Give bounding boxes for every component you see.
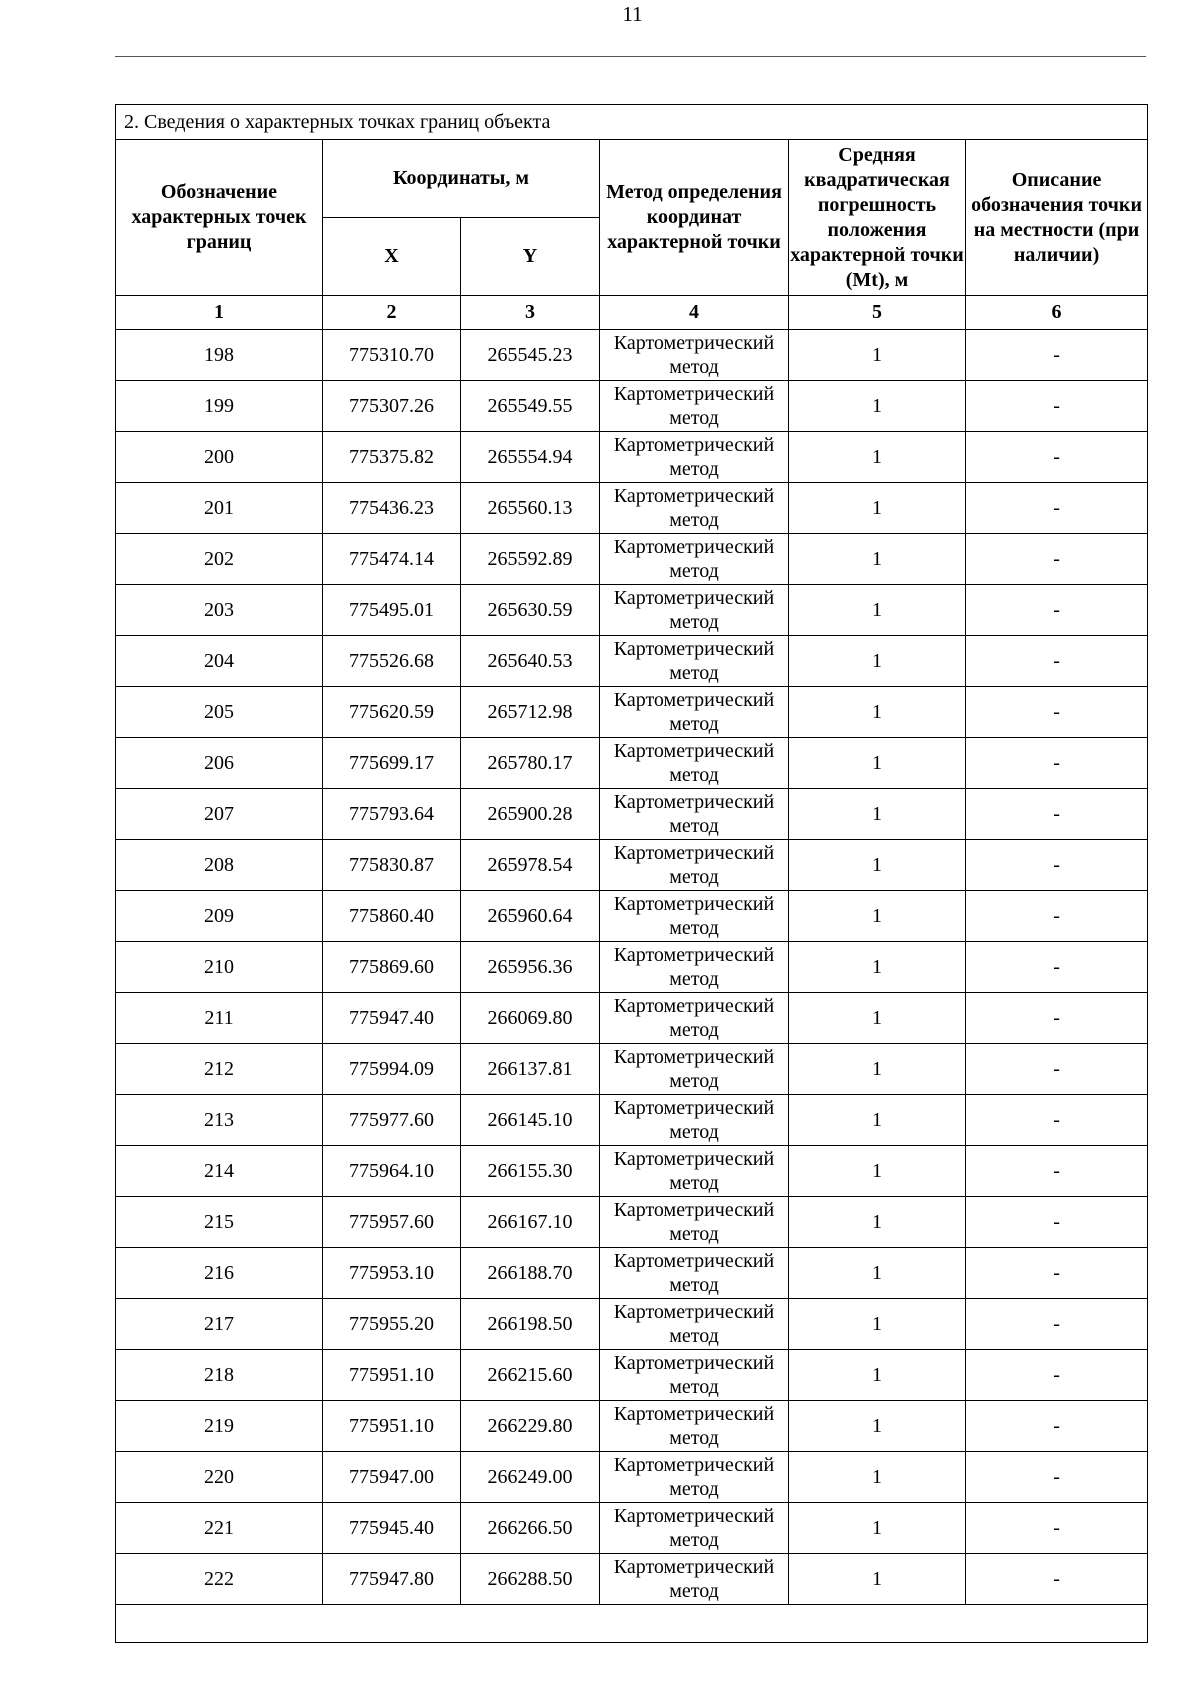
x-coordinate-cell: 775994.09	[323, 1044, 461, 1095]
description-cell: -	[966, 993, 1148, 1044]
description-cell: -	[966, 687, 1148, 738]
table-row	[116, 1095, 1148, 1146]
x-coordinate-cell: 775951.10	[323, 1401, 461, 1452]
method-cell: Картометрический метод	[600, 585, 789, 636]
point-designation-cell: 213	[116, 1095, 323, 1146]
x-coordinate-cell: 775945.40	[323, 1503, 461, 1554]
point-designation-cell: 221	[116, 1503, 323, 1554]
header-method: Метод определения координат характерной точки	[600, 140, 789, 296]
table-row	[116, 1452, 1148, 1503]
description-cell: -	[966, 330, 1148, 381]
mean-error-cell: 1	[789, 1248, 966, 1299]
mean-error-cell: 1	[789, 1401, 966, 1452]
point-designation-cell: 219	[116, 1401, 323, 1452]
point-designation-cell: 214	[116, 1146, 323, 1197]
table-body	[116, 330, 1148, 1605]
mean-error-cell: 1	[789, 1146, 966, 1197]
point-designation-cell: 207	[116, 789, 323, 840]
description-cell: -	[966, 636, 1148, 687]
y-coordinate-cell: 266167.10	[461, 1197, 600, 1248]
header-coordinates: Координаты, м	[323, 140, 600, 218]
x-coordinate-cell: 775977.60	[323, 1095, 461, 1146]
y-coordinate-cell: 266137.81	[461, 1044, 600, 1095]
mean-error-cell: 1	[789, 534, 966, 585]
description-cell: -	[966, 483, 1148, 534]
x-coordinate-cell: 775620.59	[323, 687, 461, 738]
description-cell: -	[966, 789, 1148, 840]
y-coordinate-cell: 266198.50	[461, 1299, 600, 1350]
method-cell: Картометрический метод	[600, 1401, 789, 1452]
column-number: 5	[789, 296, 966, 330]
description-cell: -	[966, 1146, 1148, 1197]
y-coordinate-cell: 266266.50	[461, 1503, 600, 1554]
x-coordinate-cell: 775869.60	[323, 942, 461, 993]
table-row	[116, 534, 1148, 585]
method-cell: Картометрический метод	[600, 636, 789, 687]
method-cell: Картометрический метод	[600, 789, 789, 840]
table-row	[116, 1503, 1148, 1554]
column-number-row	[116, 296, 1148, 330]
table-row	[116, 993, 1148, 1044]
column-number: 1	[116, 296, 323, 330]
table-row	[116, 483, 1148, 534]
x-coordinate-cell: 775307.26	[323, 381, 461, 432]
method-cell: Картометрический метод	[600, 891, 789, 942]
y-coordinate-cell: 265592.89	[461, 534, 600, 585]
mean-error-cell: 1	[789, 585, 966, 636]
column-number: 4	[600, 296, 789, 330]
point-designation-cell: 209	[116, 891, 323, 942]
x-coordinate-cell: 775526.68	[323, 636, 461, 687]
method-cell: Картометрический метод	[600, 942, 789, 993]
y-coordinate-cell: 266188.70	[461, 1248, 600, 1299]
mean-error-cell: 1	[789, 942, 966, 993]
table-row	[116, 1248, 1148, 1299]
header-x: X	[323, 218, 461, 296]
point-designation-cell: 211	[116, 993, 323, 1044]
method-cell: Картометрический метод	[600, 483, 789, 534]
y-coordinate-cell: 265549.55	[461, 381, 600, 432]
table-row	[116, 1146, 1148, 1197]
table-row	[116, 738, 1148, 789]
description-cell: -	[966, 1452, 1148, 1503]
description-cell: -	[966, 1503, 1148, 1554]
y-coordinate-cell: 265640.53	[461, 636, 600, 687]
method-cell: Картометрический метод	[600, 330, 789, 381]
mean-error-cell: 1	[789, 1044, 966, 1095]
table-row	[116, 636, 1148, 687]
mean-error-cell: 1	[789, 1299, 966, 1350]
table-row	[116, 891, 1148, 942]
y-coordinate-cell: 266288.50	[461, 1554, 600, 1605]
y-coordinate-cell: 265545.23	[461, 330, 600, 381]
mean-error-cell: 1	[789, 330, 966, 381]
x-coordinate-cell: 775436.23	[323, 483, 461, 534]
column-number: 6	[966, 296, 1148, 330]
x-coordinate-cell: 775947.40	[323, 993, 461, 1044]
description-cell: -	[966, 1095, 1148, 1146]
description-cell: -	[966, 1044, 1148, 1095]
mean-error-cell: 1	[789, 1452, 966, 1503]
description-cell: -	[966, 1248, 1148, 1299]
table-row	[116, 942, 1148, 993]
y-coordinate-cell: 265560.13	[461, 483, 600, 534]
method-cell: Картометрический метод	[600, 1095, 789, 1146]
header-description: Описание обозначения точки на местности (при наличии)	[966, 140, 1148, 296]
x-coordinate-cell: 775951.10	[323, 1350, 461, 1401]
header-rule	[115, 56, 1146, 57]
point-designation-cell: 222	[116, 1554, 323, 1605]
y-coordinate-cell: 266145.10	[461, 1095, 600, 1146]
header-point-designation: Обозначение характерных точек границ	[116, 140, 323, 296]
table-row	[116, 1350, 1148, 1401]
method-cell: Картометрический метод	[600, 1503, 789, 1554]
point-designation-cell: 204	[116, 636, 323, 687]
method-cell: Картометрический метод	[600, 432, 789, 483]
table-row	[116, 789, 1148, 840]
point-designation-cell: 220	[116, 1452, 323, 1503]
y-coordinate-cell: 266155.30	[461, 1146, 600, 1197]
column-number: 2	[323, 296, 461, 330]
table-row	[116, 1401, 1148, 1452]
y-coordinate-cell: 266249.00	[461, 1452, 600, 1503]
method-cell: Картометрический метод	[600, 1248, 789, 1299]
mean-error-cell: 1	[789, 789, 966, 840]
x-coordinate-cell: 775953.10	[323, 1248, 461, 1299]
point-designation-cell: 201	[116, 483, 323, 534]
point-designation-cell: 200	[116, 432, 323, 483]
y-coordinate-cell: 266229.80	[461, 1401, 600, 1452]
table-row	[116, 687, 1148, 738]
description-cell: -	[966, 1401, 1148, 1452]
table-footer-row	[116, 1605, 1148, 1643]
table-row	[116, 330, 1148, 381]
description-cell: -	[966, 942, 1148, 993]
method-cell: Картометрический метод	[600, 1146, 789, 1197]
x-coordinate-cell: 775375.82	[323, 432, 461, 483]
x-coordinate-cell: 775474.14	[323, 534, 461, 585]
method-cell: Картометрический метод	[600, 1554, 789, 1605]
table-row	[116, 1554, 1148, 1605]
table-row	[116, 432, 1148, 483]
y-coordinate-cell: 265900.28	[461, 789, 600, 840]
y-coordinate-cell: 266215.60	[461, 1350, 600, 1401]
y-coordinate-cell: 265956.36	[461, 942, 600, 993]
method-cell: Картометрический метод	[600, 687, 789, 738]
mean-error-cell: 1	[789, 840, 966, 891]
y-coordinate-cell: 265978.54	[461, 840, 600, 891]
description-cell: -	[966, 891, 1148, 942]
mean-error-cell: 1	[789, 1350, 966, 1401]
x-coordinate-cell: 775955.20	[323, 1299, 461, 1350]
x-coordinate-cell: 775964.10	[323, 1146, 461, 1197]
mean-error-cell: 1	[789, 381, 966, 432]
header-mean-error: Средняя квадратическая погрешность положения характерной точки (Mt), м	[789, 140, 966, 296]
page-number: 11	[622, 2, 643, 26]
mean-error-cell: 1	[789, 993, 966, 1044]
point-designation-cell: 210	[116, 942, 323, 993]
method-cell: Картометрический метод	[600, 381, 789, 432]
mean-error-cell: 1	[789, 738, 966, 789]
mean-error-cell: 1	[789, 483, 966, 534]
description-cell: -	[966, 1197, 1148, 1248]
x-coordinate-cell: 775957.60	[323, 1197, 461, 1248]
method-cell: Картометрический метод	[600, 738, 789, 789]
description-cell: -	[966, 738, 1148, 789]
table-row	[116, 585, 1148, 636]
method-cell: Картометрический метод	[600, 1452, 789, 1503]
y-coordinate-cell: 265960.64	[461, 891, 600, 942]
description-cell: -	[966, 534, 1148, 585]
description-cell: -	[966, 1554, 1148, 1605]
header-y: Y	[461, 218, 600, 296]
mean-error-cell: 1	[789, 1197, 966, 1248]
point-designation-cell: 216	[116, 1248, 323, 1299]
x-coordinate-cell: 775860.40	[323, 891, 461, 942]
method-cell: Картометрический метод	[600, 1299, 789, 1350]
table-footer-cell	[116, 1605, 1148, 1643]
x-coordinate-cell: 775699.17	[323, 738, 461, 789]
point-designation-cell: 198	[116, 330, 323, 381]
x-coordinate-cell: 775495.01	[323, 585, 461, 636]
point-designation-cell: 202	[116, 534, 323, 585]
boundary-points-table	[115, 104, 1148, 1643]
point-designation-cell: 206	[116, 738, 323, 789]
point-designation-cell: 215	[116, 1197, 323, 1248]
point-designation-cell: 199	[116, 381, 323, 432]
point-designation-cell: 218	[116, 1350, 323, 1401]
description-cell: -	[966, 840, 1148, 891]
mean-error-cell: 1	[789, 1503, 966, 1554]
table-row	[116, 1044, 1148, 1095]
method-cell: Картометрический метод	[600, 1197, 789, 1248]
y-coordinate-cell: 265554.94	[461, 432, 600, 483]
mean-error-cell: 1	[789, 1554, 966, 1605]
table-row	[116, 381, 1148, 432]
point-designation-cell: 212	[116, 1044, 323, 1095]
method-cell: Картометрический метод	[600, 840, 789, 891]
description-cell: -	[966, 585, 1148, 636]
x-coordinate-cell: 775793.64	[323, 789, 461, 840]
mean-error-cell: 1	[789, 432, 966, 483]
point-designation-cell: 203	[116, 585, 323, 636]
mean-error-cell: 1	[789, 687, 966, 738]
method-cell: Картометрический метод	[600, 993, 789, 1044]
table-row	[116, 1197, 1148, 1248]
method-cell: Картометрический метод	[600, 1350, 789, 1401]
x-coordinate-cell: 775947.00	[323, 1452, 461, 1503]
method-cell: Картометрический метод	[600, 1044, 789, 1095]
mean-error-cell: 1	[789, 1095, 966, 1146]
x-coordinate-cell: 775830.87	[323, 840, 461, 891]
mean-error-cell: 1	[789, 891, 966, 942]
y-coordinate-cell: 265712.98	[461, 687, 600, 738]
description-cell: -	[966, 432, 1148, 483]
point-designation-cell: 217	[116, 1299, 323, 1350]
column-number: 3	[461, 296, 600, 330]
x-coordinate-cell: 775310.70	[323, 330, 461, 381]
y-coordinate-cell: 265780.17	[461, 738, 600, 789]
table-row	[116, 1299, 1148, 1350]
method-cell: Картометрический метод	[600, 534, 789, 585]
table-row	[116, 840, 1148, 891]
description-cell: -	[966, 381, 1148, 432]
point-designation-cell: 208	[116, 840, 323, 891]
x-coordinate-cell: 775947.80	[323, 1554, 461, 1605]
description-cell: -	[966, 1350, 1148, 1401]
y-coordinate-cell: 265630.59	[461, 585, 600, 636]
mean-error-cell: 1	[789, 636, 966, 687]
table-caption: 2. Сведения о характерных точках границ объекта	[116, 105, 1148, 140]
point-designation-cell: 205	[116, 687, 323, 738]
y-coordinate-cell: 266069.80	[461, 993, 600, 1044]
description-cell: -	[966, 1299, 1148, 1350]
